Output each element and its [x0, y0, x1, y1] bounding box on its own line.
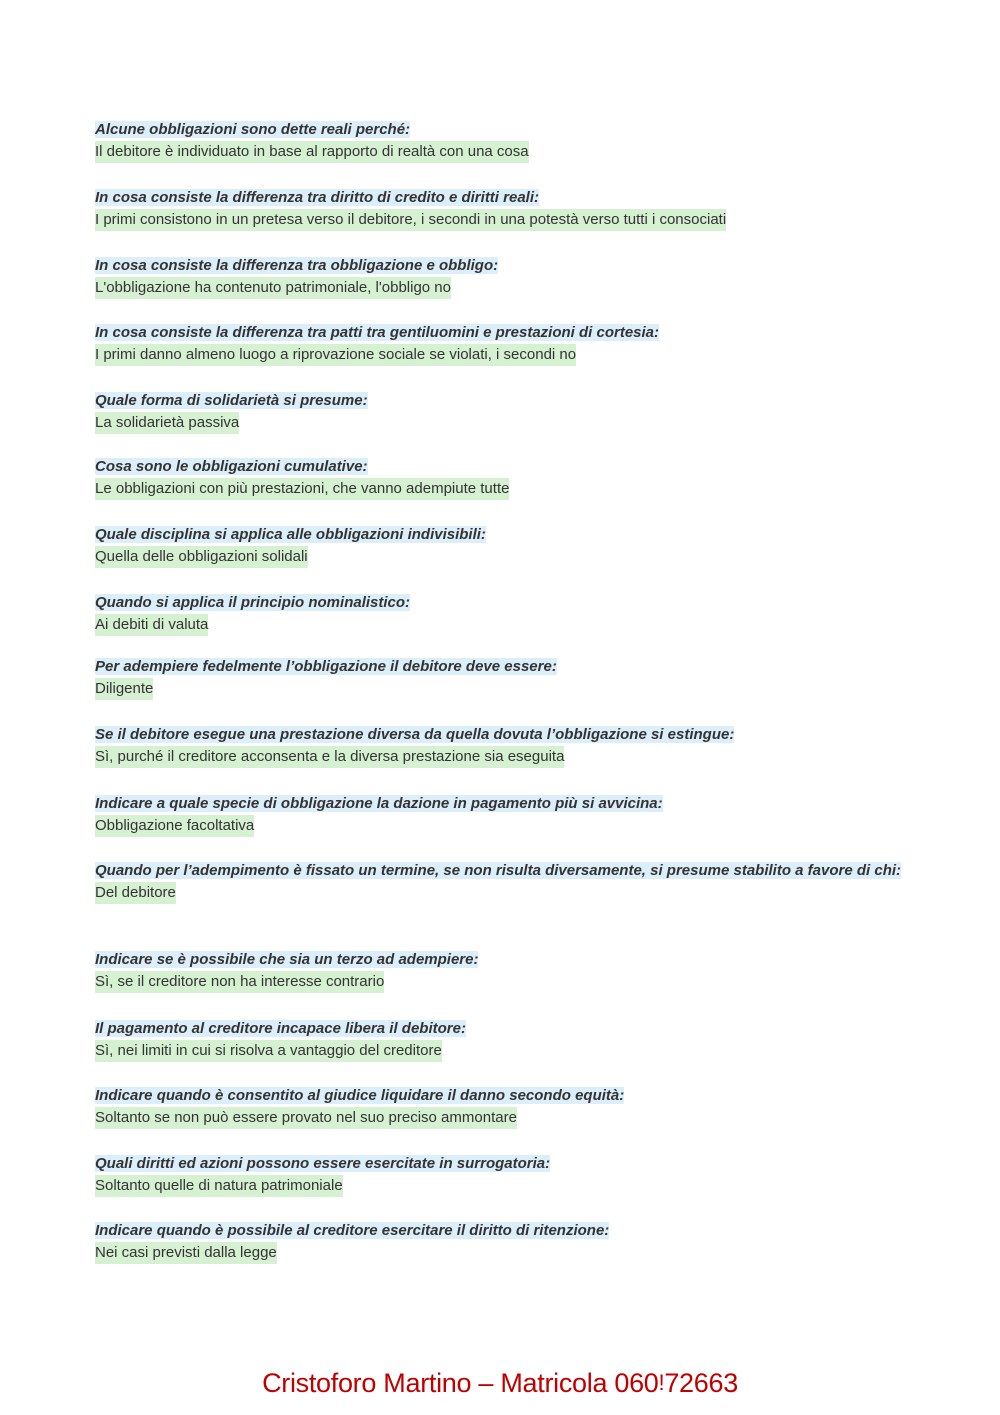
answer-text: Nei casi previsti dalla legge	[95, 1242, 277, 1264]
answer-text: Le obbligazioni con più prestazioni, che vanno adempiute tutte	[95, 478, 509, 500]
answer-text: L'obbligazione ha contenuto patrimoniale, l'obbligo no	[95, 277, 451, 299]
question-text: Indicare quando è possibile al creditore esercitare il diritto di ritenzione:	[95, 1222, 610, 1239]
question-text: Quando si applica il principio nominalistico:	[95, 594, 411, 611]
qa-item	[95, 119, 905, 163]
question-text: Indicare se è possibile che sia un terzo ad adempiere:	[95, 951, 479, 968]
question-text: Indicare quando è consentito al giudice liquidare il danno secondo equità:	[95, 1087, 625, 1104]
question-text: Quale disciplina si applica alle obbligazioni indivisibili:	[95, 526, 486, 543]
question-text: Quali diritti ed azioni possono essere esercitate in surrogatoria:	[95, 1155, 551, 1172]
answer-text: Il debitore è individuato in base al rapporto di realtà con una cosa	[95, 141, 529, 163]
qa-item	[95, 724, 905, 768]
answer-text: Ai debiti di valuta	[95, 614, 208, 636]
question-text: In cosa consiste la differenza tra obbligazione e obbligo:	[95, 257, 499, 274]
question-text: Alcune obbligazioni sono dette reali perché:	[95, 121, 411, 138]
answer-text: Quella delle obbligazioni solidali	[95, 546, 308, 568]
matricola-number-tail: 72663	[664, 1368, 738, 1398]
qa-item	[95, 255, 905, 299]
qa-item	[95, 456, 905, 500]
question-text: In cosa consiste la differenza tra diritto di credito e diritti reali:	[95, 189, 539, 206]
question-text: In cosa consiste la differenza tra patti tra gentiluomini e prestazioni di cortesia:	[95, 324, 660, 341]
qa-item	[95, 524, 905, 568]
author-footer-text: Cristoforo Martino – Matricola 060	[262, 1368, 659, 1398]
question-text: Cosa sono le obbligazioni cumulative:	[95, 458, 368, 475]
matricola-separator-glyph: !	[658, 1370, 665, 1395]
qa-item	[95, 1220, 905, 1264]
qa-item	[95, 949, 905, 993]
question-text: Il pagamento al creditore incapace libera il debitore:	[95, 1020, 466, 1037]
question-text: Quando per l’adempimento è fissato un termine, se non risulta diversamente, si presume stabilito a favore di chi:	[95, 862, 902, 879]
qa-item	[95, 322, 905, 366]
qa-item	[95, 592, 905, 636]
qa-item	[95, 1085, 905, 1129]
qa-item	[95, 793, 905, 837]
answer-text: Soltanto se non può essere provato nel suo preciso ammontare	[95, 1107, 517, 1129]
question-text: Se il debitore esegue una prestazione diversa da quella dovuta l’obbligazione si estingue:	[95, 726, 735, 743]
answer-text: Sì, purché il creditore acconsenta e la diversa prestazione sia eseguita	[95, 746, 564, 768]
answer-text: Diligente	[95, 678, 153, 700]
qa-item	[95, 656, 905, 700]
answer-text: Sì, nei limiti in cui si risolva a vantaggio del creditore	[95, 1040, 442, 1062]
qa-item	[95, 1018, 905, 1062]
answer-text: Obbligazione facoltativa	[95, 815, 254, 837]
question-text: Indicare a quale specie di obbligazione la dazione in pagamento più si avvicina:	[95, 795, 663, 812]
qa-item	[95, 860, 905, 904]
answer-text: Sì, se il creditore non ha interesse contrario	[95, 971, 384, 993]
answer-text: La solidarietà passiva	[95, 412, 239, 434]
question-text: Quale forma di solidarietà si presume:	[95, 392, 368, 409]
answer-text: I primi consistono in un pretesa verso il debitore, i secondi in una potestà verso tutti i consociati	[95, 209, 726, 231]
answer-text: I primi danno almeno luogo a riprovazione sociale se violati, i secondi no	[95, 344, 576, 366]
question-text: Per adempiere fedelmente l’obbligazione il debitore deve essere:	[95, 658, 557, 675]
qa-item	[95, 1153, 905, 1197]
qa-item	[95, 187, 905, 231]
answer-text: Del debitore	[95, 882, 176, 904]
author-footer	[0, 1368, 1000, 1399]
answer-text: Soltanto quelle di natura patrimoniale	[95, 1175, 343, 1197]
qa-item	[95, 390, 905, 434]
